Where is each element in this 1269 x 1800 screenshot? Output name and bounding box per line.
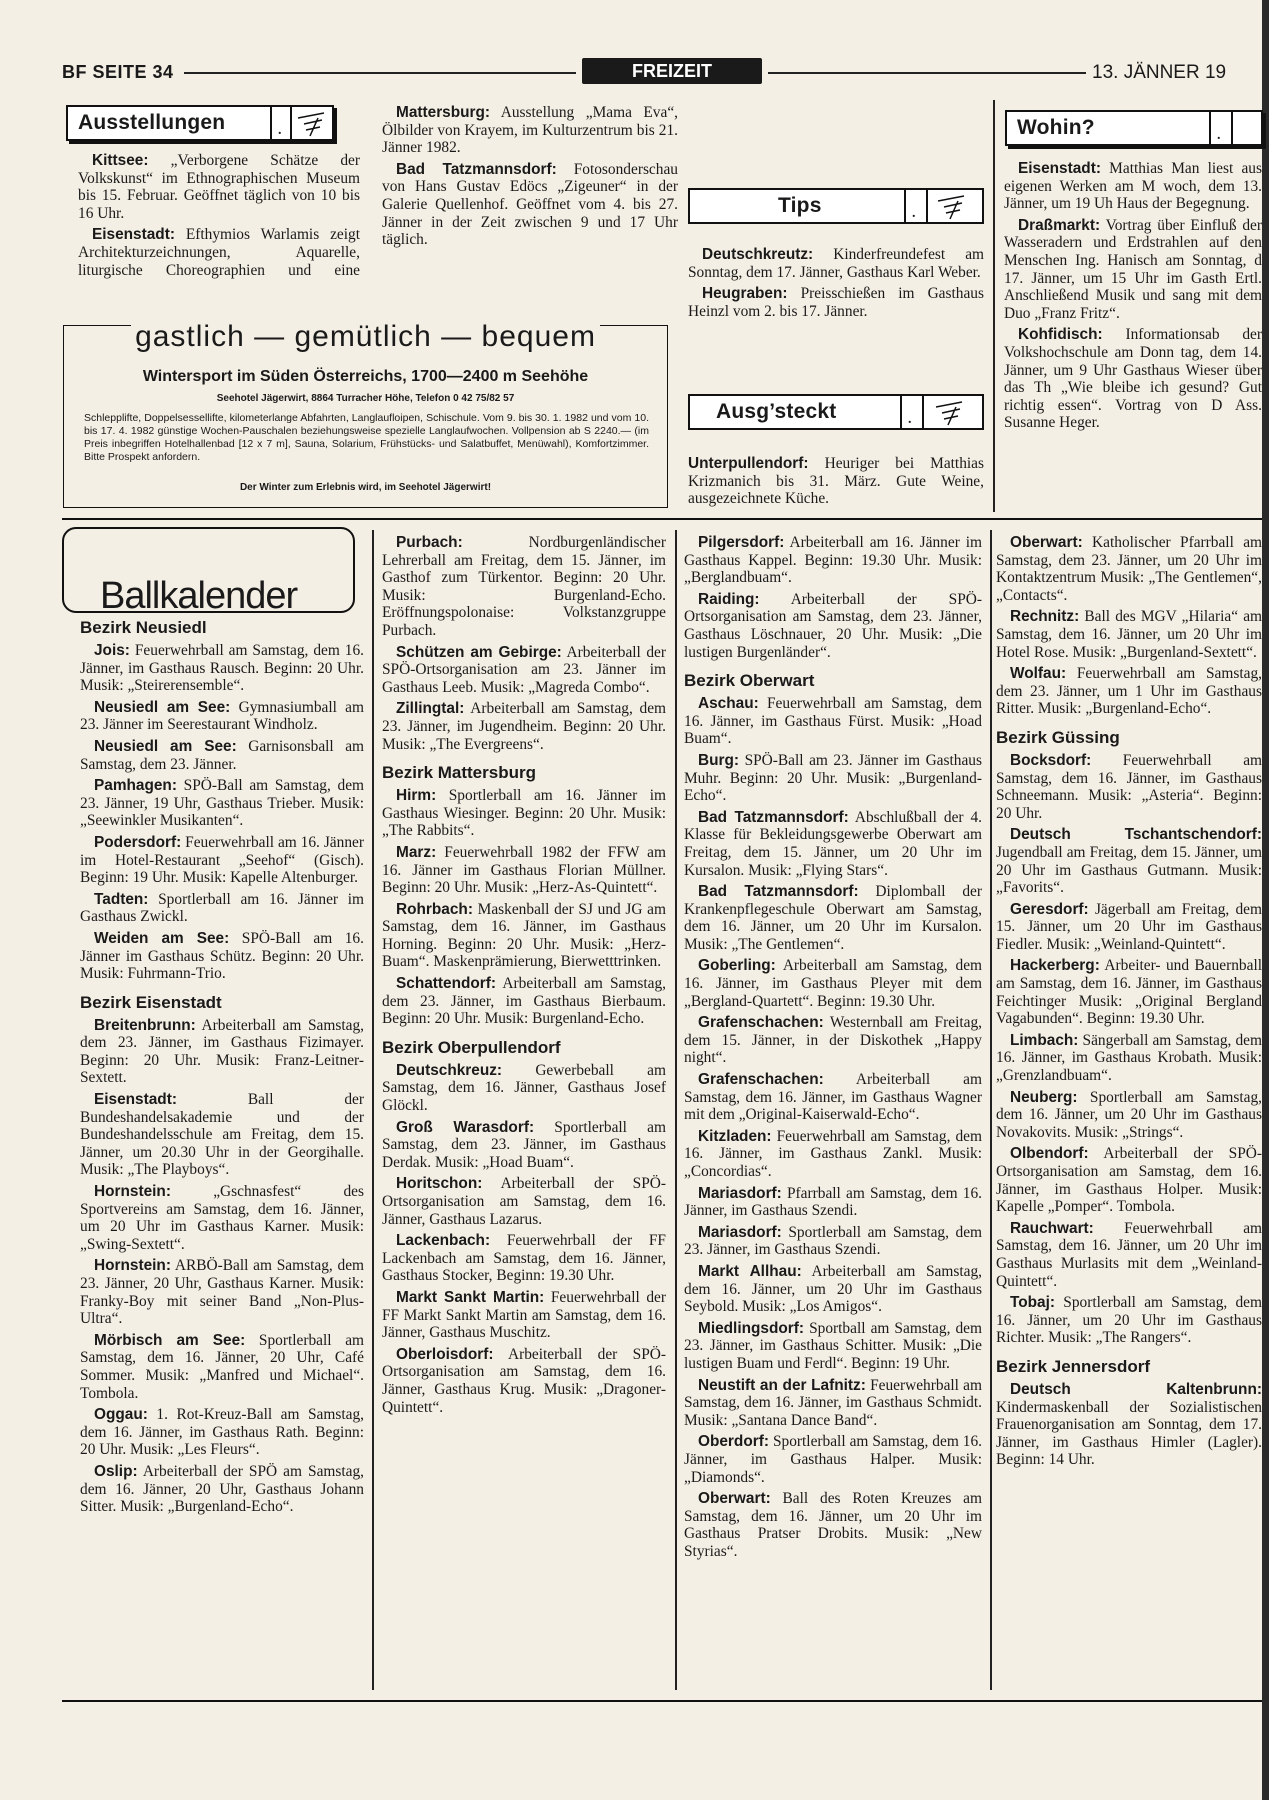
ball-entry: Mörbisch am See: Sportlerball am Samstag, dem 16. Jänner, 20 Uhr, Café Sommer. Musik: „Manfred und Michael“. Tombola. xyxy=(80,1331,364,1402)
ball-entry: Deutsch Kaltenbrunn: Kindermaskenball der Sozialistischen Frauenorganisation am Sonntag, dem 17. Jänner, im Gasthaus Himler (Lagler). Beginn: 14 Uhr. xyxy=(996,1380,1262,1469)
tip-entry: Deutschkreutz: Kinderfreundefest am Sonntag, dem 17. Jänner, Gasthaus Karl Weber. xyxy=(688,246,984,281)
header-rule-left xyxy=(184,72,576,74)
ball-entry: Grafenschachen: Arbeiterball am Samstag, dem 16. Jänner, im Gasthaus Wagner mit dem „Original-Kaiserwald-Echo“. xyxy=(684,1071,982,1124)
page-edge-shadow xyxy=(1262,0,1269,1800)
ball-entry: Hackerberg: Arbeiter- und Bauernball am Samstag, dem 16. Jänner, im Gasthaus Feichtinger Musik: „Original Bergland Vagabunden“. Beginn: 19.30 Uhr. xyxy=(996,957,1262,1028)
ball-entry: Wolfau: Feuerwehrball am Samstag, dem 23. Jänner, um 1 Uhr im Gasthaus Ritter. Musik: „Burgenland-Echo“. xyxy=(996,665,1262,718)
ball-entry: Pilgersdorf: Arbeiterball am 16. Jänner im Gasthaus Kappel. Beginn: 19.30 Uhr. Musik: „Berglandbuam“. xyxy=(684,534,982,587)
ball-entry: Tadten: Sportlerball am 16. Jänner im Gasthaus Zwickl. xyxy=(80,890,364,926)
ball-entry: Markt Allhau: Arbeiterball am Samstag, dem 16. Jänner, um 20 Uhr im Gasthaus Seybold. Musik: „Los Amigos“. xyxy=(684,1262,982,1316)
ball-entry: Eisenstadt: Ball der Bundeshandelsakademie und der Bundeshandelsschule am Freitag, dem 15. Jänner, um 20.30 Uhr in der Georgihalle. Musik: „The Playboys“. xyxy=(80,1091,364,1179)
heading-dot: . xyxy=(908,412,912,427)
ad-subline: Wintersport im Süden Österreichs, 1700—2400 m Seehöhe xyxy=(142,368,589,385)
column-rule xyxy=(372,530,374,1690)
issue-date: 13. JÄNNER 19 xyxy=(1092,62,1227,83)
ball-col-4 xyxy=(996,534,1262,1694)
page-header xyxy=(62,58,1262,88)
heading-divider xyxy=(1231,112,1233,144)
wohin-column xyxy=(1004,160,1262,512)
ball-entry: Pamhagen: SPÖ-Ball am Samstag, dem 23. Jänner, 19 Uhr, Gasthaus Trieber. Musik: „Seewinkler Musikanten“. xyxy=(80,777,364,830)
ball-entry: Burg: SPÖ-Ball am 23. Jänner im Gasthaus Muhr. Beginn: 20 Uhr. Musik: „Burgenland-Echo“. xyxy=(684,751,982,805)
ball-entry: Purbach: Nordburgenländischer Lehrerball am Freitag, dem 15. Jänner, im Gasthof zum Türkentor. Beginn: 20 Uhr. Musik: Burgenland-Echo. Eröffnungspolonaise: Volkstanzgruppe Purbach. xyxy=(382,534,666,639)
ausstellung-entry: Kittsee: „Verborgene Schätze der Volkskunst“ im Ethnographischen Museum bis 15. Februar. Geöffnet täglich von 10 bis 16 Uhr. xyxy=(78,152,360,222)
ball-entry: Neusiedl am See: Garnisonsball am Samstag, dem 23. Jänner. xyxy=(80,737,364,773)
ball-entry: Mariasdorf: Sportlerball am Samstag, dem 23. Jänner, im Gasthaus Szendi. xyxy=(684,1223,982,1259)
ball-entry: Weiden am See: SPÖ-Ball am 16. Jänner im Gasthaus Schütz. Beginn: 20 Uhr. Musik: Fuhrmann-Trio. xyxy=(80,929,364,983)
ball-entry: Zillingtal: Arbeiterball am Samstag, dem 23. Jänner, im Jugendheim. Beginn: 20 Uhr. Musik: „The Evergreens“. xyxy=(382,700,666,753)
ball-col-2 xyxy=(382,534,666,1694)
ball-entry: Mariasdorf: Pfarrball am Samstag, dem 16. Jänner, im Gasthaus Szendi. xyxy=(684,1184,982,1220)
ball-col-1 xyxy=(80,618,364,1693)
ball-entry: Goberling: Arbeiterball am Samstag, dem 16. Jänner, im Gasthaus Pleyer mit dem „Bergland-Quartett“. Beginn: 19.30 Uhr. xyxy=(684,957,982,1010)
page-number: BF SEITE 34 xyxy=(62,62,174,82)
ball-entry: Horitschon: Arbeiterball der SPÖ-Ortsorganisation am Samstag, dem 16. Jänner, Gasthaus Lazarus. xyxy=(382,1175,666,1228)
bezirk-heading: Bezirk Oberwart xyxy=(684,671,815,691)
bottom-rule xyxy=(62,1700,1262,1702)
heading-dot: . xyxy=(1217,128,1221,143)
ausgsteckt-title: Ausg’steckt xyxy=(716,400,837,423)
ball-entry: Miedlingsdorf: Sportball am Samstag, dem 23. Jänner, im Gasthaus Schitter. Musik: „Die lustigen Buam und Ferdl“. Beginn: 19 Uhr. xyxy=(684,1319,982,1372)
ball-entry: Geresdorf: Jägerball am Freitag, dem 15. Jänner, um 20 Uhr im Gasthaus Fiedler. Musik: „Weinland-Quintett“. xyxy=(996,900,1262,953)
ausstellungen-heading xyxy=(66,105,334,141)
wohin-heading xyxy=(1005,110,1263,146)
heading-divider xyxy=(922,396,924,428)
bezirk-heading: Bezirk Jennersdorf xyxy=(996,1356,1150,1376)
section-title: FREIZEIT xyxy=(582,58,762,84)
ball-entry: Schattendorf: Arbeiterball am Samstag, dem 23. Jänner, im Gasthaus Bierbaum. Beginn: 20 Uhr. Musik: Burgenland-Echo. xyxy=(382,975,666,1028)
tip-entry: Heugraben: Preisschießen im Gasthaus Heinzl vom 2. bis 17. Jänner. xyxy=(688,285,984,320)
ball-entry: Aschau: Feuerwehrball am Samstag, dem 16. Jänner, im Gasthaus Fürst. Musik: „Hoad Buam“. xyxy=(684,695,982,748)
header-rule-right xyxy=(768,72,1086,74)
ausgsteckt-heading xyxy=(688,394,984,430)
ball-entry: Neustift an der Lafnitz: Feuerwehrball am Samstag, dem 16. Jänner, im Gasthaus Schmidt. Musik: „Santana Dance Band“. xyxy=(684,1376,982,1429)
ball-entry: Oggau: 1. Rot-Kreuz-Ball am Samstag, dem 16. Jänner, im Gasthaus Rath. Beginn: 20 Uhr. Musik: „Les Fleurs“. xyxy=(80,1406,364,1459)
ball-entry: Oberwart: Katholischer Pfarrball am Samstag, dem 23. Jänner, um 20 Uhr im Kontaktzentrum Musik: „The Gentlemen“, „Contacts“. xyxy=(996,534,1262,604)
heading-divider xyxy=(290,107,292,139)
ausgsteckt-column xyxy=(688,455,984,512)
ball-entry: Hornstein: ARBÖ-Ball am Samstag, dem 23. Jänner, 20 Uhr, Gasthaus Karner. Musik: Franky-Boy mit seiner Band „Non-Plus-Ultra“. xyxy=(80,1257,364,1328)
tips-title: Tips xyxy=(778,194,822,217)
ausstellung-entry: Mattersburg: Ausstellung „Mama Eva“, Ölbilder von Krayem, im Kulturzentrum bis 21. Jänner 1982. xyxy=(382,104,678,157)
ball-entry: Olbendorf: Arbeiterball der SPÖ-Ortsorganisation am Samstag, dem 16. Jänner, im Gasthaus Holper. Musik: Kapelle „Pomper“. Tombola. xyxy=(996,1145,1262,1216)
ad-headline: gastlich — gemütlich — bequem xyxy=(64,320,667,354)
ausstellungen-col-2 xyxy=(382,104,678,253)
ball-entry: Oslip: Arbeiterball der SPÖ am Samstag, dem 16. Jänner, 20 Uhr, Gasthaus Johann Sitter. Musik: „Burgenland-Echo“. xyxy=(80,1462,364,1516)
column-rule xyxy=(990,530,992,1690)
ball-entry: Jois: Feuerwehrball am Samstag, dem 16. Jänner, im Gasthaus Rausch. Beginn: 20 Uhr. Musik: „Steirerensemble“. xyxy=(80,642,364,695)
ball-entry: Rauchwart: Feuerwehrball am Samstag, dem 16. Jänner, um 20 Uhr im Gasthaus Murlasits mit dem „Weinland-Quintett“. xyxy=(996,1219,1262,1290)
ball-entry: Limbach: Sängerball am Samstag, dem 16. Jänner, im Gasthaus Krobath. Musik: „Grenzlandbuam“. xyxy=(996,1031,1262,1085)
ball-entry: Tobaj: Sportlerball am Samstag, dem 16. Jänner, um 20 Uhr im Gasthaus Richter. Musik: „The Rangers“. xyxy=(996,1294,1262,1347)
ball-entry: Lackenbach: Feuerwehrball der FF Lackenbach am Samstag, dem 16. Jänner, Gasthaus Stocker, Beginn: 19.30 Uhr. xyxy=(382,1232,666,1285)
ball-entry: Grafenschachen: Westernball am Freitag, dem 15. Jänner, in der Diskothek „Happy night“. xyxy=(684,1014,982,1067)
ball-col-3 xyxy=(684,534,982,1694)
heading-dot: . xyxy=(912,206,916,221)
ad-tagline: Der Winter zum Erlebnis wird, im Seehotel Jägerwirt! xyxy=(239,482,492,493)
ball-entry: Marz: Feuerwehrball 1982 der FFW am 16. Jänner im Gasthaus Florian Müllner. Beginn: 20 Uhr. Musik: „Herz-As-Quintett“. xyxy=(382,843,666,897)
column-rule xyxy=(993,100,995,512)
bezirk-heading: Bezirk Neusiedl xyxy=(80,618,207,637)
section-divider xyxy=(62,518,1262,520)
ball-entry: Bad Tatzmannsdorf: Abschlußball der 4. Klasse für Bekleidungsgewerbe Oberwart am Freitag, dem 15. Jänner, um 20 Uhr im Kursalon. Musik: „Flying Stars“. xyxy=(684,808,982,879)
ball-entry: Deutschkreuz: Gewerbeball am Samstag, dem 16. Jänner, Gasthaus Josef Glöckl. xyxy=(382,1061,666,1115)
ad-address: Seehotel Jägerwirt, 8864 Turracher Höhe, Telefon 0 42 75/82 57 xyxy=(216,393,515,404)
bezirk-heading: Bezirk Oberpullendorf xyxy=(382,1037,561,1057)
ball-entry: Rechnitz: Ball des MGV „Hilaria“ am Samstag, dem 16. Jänner, um 20 Uhr im Hotel Rose. Musik: „Burgenland-Sextett“. xyxy=(996,608,1262,661)
ball-entry: Kitzladen: Feuerwehrball am Samstag, dem 16. Jänner, im Gasthaus Zankl. Musik: „Concordias“. xyxy=(684,1127,982,1180)
ball-entry: Bad Tatzmannsdorf: Diplomball der Krankenpflegeschule Oberwart am Samstag, dem 16. Jänner, um 20 Uhr im Kursalon. Musik: „The Gentlemen“. xyxy=(684,883,982,953)
ball-entry: Breitenbrunn: Arbeiterball am Samstag, dem 23. Jänner, im Gasthaus Fizimayer. Beginn: 20 Uhr. Musik: Franz-Leitner-Sextett. xyxy=(80,1016,364,1087)
ball-entry: Oberwart: Ball des Roten Kreuzes am Samstag, dem 16. Jänner, um 20 Uhr im Gasthaus Pratser Drobits. Musik: „New Styrias“. xyxy=(684,1490,982,1560)
ball-entry: Bocksdorf: Feuerwehrball am Samstag, dem 16. Jänner, im Gasthaus Schneemann. Musik: „Asteria“. Beginn: 20 Uhr. xyxy=(996,751,1262,822)
wohin-entry: Draßmarkt: Vortrag über Einfluß der Wasseradern und Erdstrahlen auf den Menschen Ing. Hanisch am Sonntag, d 17. Jänner, um 15 Uhr im Gasth Ertl. Anschließend Musik und sang mit dem Duo „Franz Fritz“. xyxy=(1004,216,1262,322)
ball-entry: Raiding: Arbeiterball der SPÖ-Ortsorganisation am Samstag, dem 23. Jänner, Gasthaus Löschnauer, 20 Uhr. Musik: „Die lustigen Burgenländer“. xyxy=(684,590,982,661)
ball-entry: Markt Sankt Martin: Feuerwehrball der FF Markt Sankt Martin am Samstag, dem 16. Jänner, Gasthaus Muschitz. xyxy=(382,1288,666,1342)
pointing-hand-icon xyxy=(934,193,972,221)
ausstellung-entry: Eisenstadt: Efthymios Warlamis zeigt Architekturzeichnungen, Aquarelle, liturgische Choreographien und eine xyxy=(78,226,360,279)
wohin-entry: Eisenstadt: Matthias Man liest aus eigenen Werken am M woch, dem 13. Jänner, um 19 Uh Haus der Begegnung. xyxy=(1004,160,1262,213)
ball-entry: Oberdorf: Sportlerball am Samstag, dem 16. Jänner, im Gasthaus Halper. Musik: „Diamonds“. xyxy=(684,1433,982,1486)
heading-divider xyxy=(926,190,928,222)
heading-dot: . xyxy=(278,123,282,138)
ball-entry: Hirm: Sportlerball am 16. Jänner im Gasthaus Wiesinger. Beginn: 20 Uhr. Musik: „The Rabbits“. xyxy=(382,787,666,840)
ausstellung-entry: Bad Tatzmannsdorf: Fotosonderschau von Hans Gustav Edöcs „Zigeuner“ in der Galerie Quellenhof. Geöffnet vom 4. bis 27. Jänner in der Zeit zwischen 9 und 17 Uhr täglich. xyxy=(382,160,678,249)
ball-entry: Schützen am Gebirge: Arbeiterball der SPÖ-Ortsorganisation am 23. Jänner im Gasthaus Leeb. Musik: „Magreda Combo“. xyxy=(382,643,666,696)
ball-entry: Deutsch Tschantschendorf: Jugendball am Freitag, dem 15. Jänner, um 20 Uhr im Gasthaus Gutmann. Musik: „Favorits“. xyxy=(996,826,1262,897)
bezirk-heading: Bezirk Güssing xyxy=(996,727,1120,747)
tips-heading xyxy=(688,188,984,224)
ausstellungen-title: Ausstellungen xyxy=(78,111,226,134)
ball-entry: Hornstein: „Gschnasfest“ des Sportvereins am Samstag, dem 16. Jänner, um 20 Uhr im Gasthaus Karner. Musik: „Swing-Sextett“. xyxy=(80,1183,364,1253)
heading-divider xyxy=(1209,112,1211,144)
ball-entry: Neusiedl am See: Gymnasiumball am 23. Jänner im Seerestaurant Windholz. xyxy=(80,698,364,734)
heading-divider xyxy=(270,107,272,139)
pointing-hand-icon xyxy=(294,110,332,138)
heading-divider xyxy=(900,396,902,428)
pointing-hand-icon xyxy=(932,399,970,427)
tips-column xyxy=(688,246,984,324)
column-rule xyxy=(675,530,677,1690)
heading-divider xyxy=(904,190,906,222)
ballkalender-title: Ballkalender xyxy=(100,575,298,617)
ball-entry: Rohrbach: Maskenball der SJ und JG am Samstag, dem 16. Jänner, im Gasthaus Horning. Beginn: 20 Uhr. Musik: „Herz-Buam“. Maskenprämierung, Bierwetttrinken. xyxy=(382,900,666,971)
bezirk-heading: Bezirk Eisenstadt xyxy=(80,992,222,1012)
ball-entry: Oberloisdorf: Arbeiterball der SPÖ-Ortsorganisation am Samstag, dem 16. Jänner, Gasthaus Krug. Musik: „Dragoner-Quintett“. xyxy=(382,1345,666,1416)
ad-description: Schlepplifte, Doppelsessellifte, kilometerlange Abfahrten, Langlaufloipen, Schischule. Vom 9. bis 30. 1. 1982 und vom 10. bis 17. 4. 1982 günstige Wochen-Pauschalen beziehungsweise spezielle Langlaufwochen. Vollpension ab S 2240.— (im Preis inbegriffen Hotelhallenbad [12 x 7 m], Sauna, Solarium, Frühstücks- und Salatbuffet, Menüwahl), Komfortzimmer. Bitte Prospekt anfordern. xyxy=(84,412,649,463)
ausstellungen-col-1 xyxy=(78,152,360,284)
ball-entry: Podersdorf: Feuerwehrball am 16. Jänner im Hotel-Restaurant „Seehof“ (Gisch). Beginn: 19 Uhr. Musik: Kapelle Altenburger. xyxy=(80,833,364,887)
hotel-advertisement xyxy=(63,320,668,508)
wohin-entry: Kohfidisch: Informationsab der Volkshochschule am Donn tag, dem 14. Jänner, um 9 Uhr Gasthaus Wieser über das Th „Wie bleibe ich gesund? Gut richtig essen“. Vortrag von D Ass. Susanne Heger. xyxy=(1004,326,1262,432)
bezirk-heading: Bezirk Mattersburg xyxy=(382,763,536,783)
ball-entry: Groß Warasdorf: Sportlerball am Samstag, dem 23. Jänner, im Gasthaus Derdak. Musik: „Hoad Buam“. xyxy=(382,1118,666,1171)
ausgsteckt-entry: Unterpullendorf: Heuriger bei Matthias Krizmanich bis 31. März. Gute Weine, ausgezeichnete Küche. xyxy=(688,455,984,508)
wohin-title: Wohin? xyxy=(1017,116,1095,139)
ball-entry: Neuberg: Sportlerball am Samstag, dem 16. Jänner, um 20 Uhr im Gasthaus Novakovits. Musik: „Strings“. xyxy=(996,1088,1262,1141)
